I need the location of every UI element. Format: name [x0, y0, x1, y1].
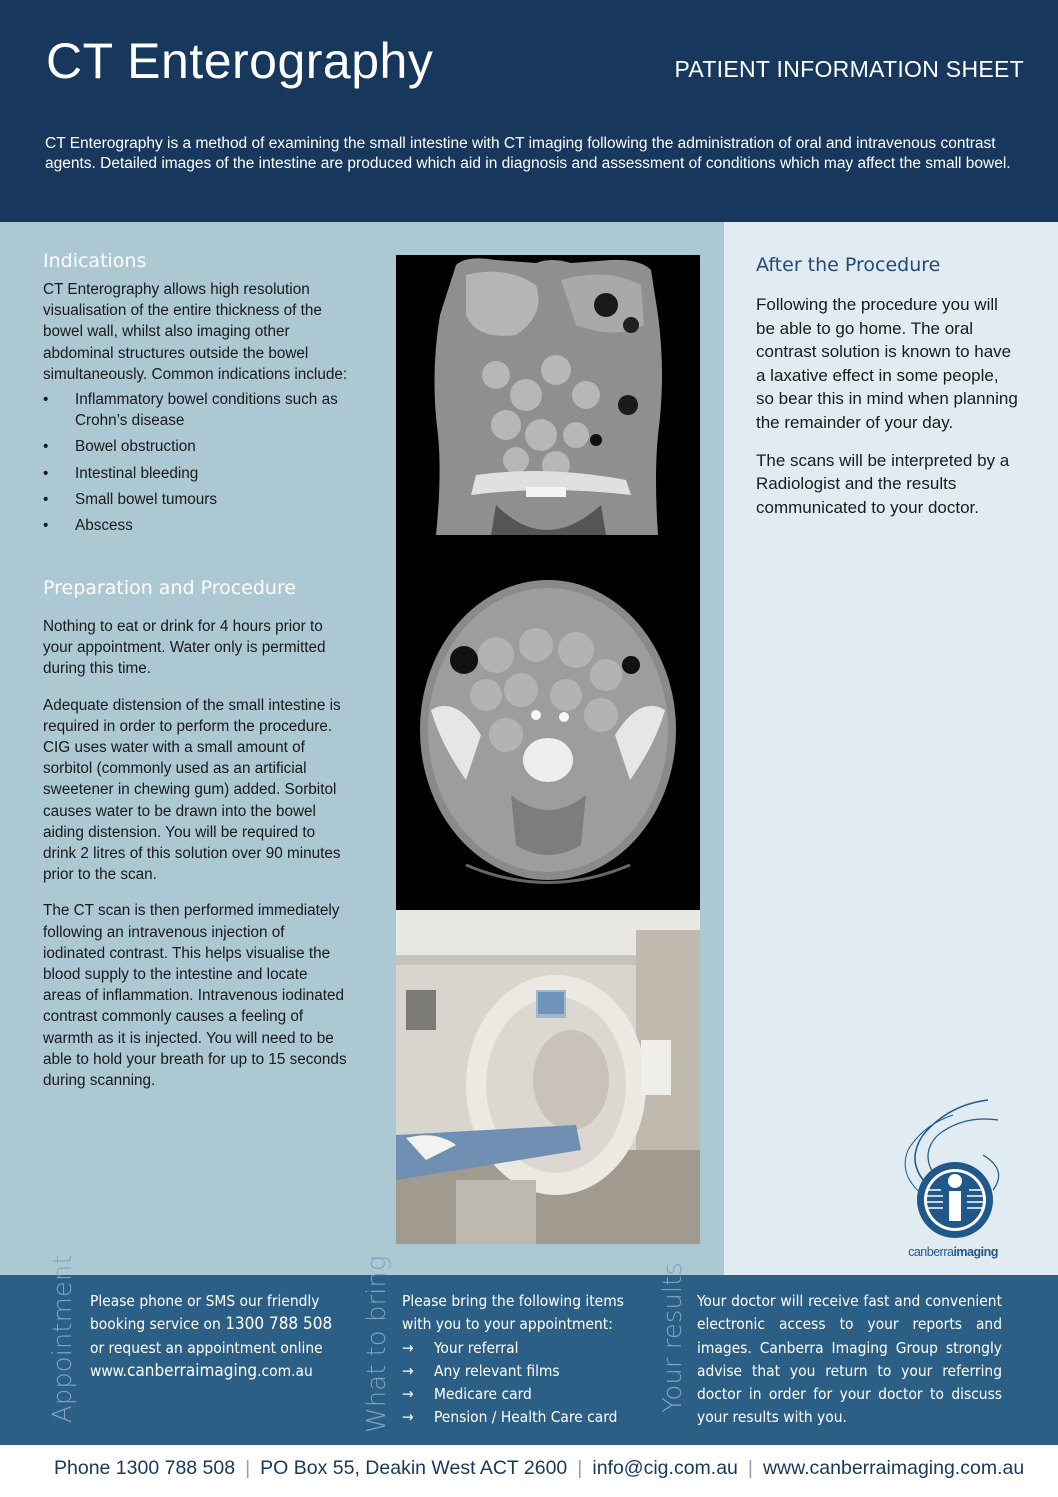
appointment-text: Please phone or SMS our friendly booking service on 1300 788 508 or request an appointment online www.canberraimaging.com.au — [90, 1290, 350, 1383]
appointment-url[interactable]: www.canberraimaging.com.au — [90, 1360, 313, 1381]
appointment-phone: 1300 788 508 — [225, 1314, 333, 1335]
indications-section — [43, 279, 353, 541]
canberra-imaging-logo — [893, 1095, 1013, 1270]
indications-list — [43, 389, 353, 536]
list-item: • Small bowel tumours — [43, 489, 353, 510]
bring-list — [402, 1337, 642, 1430]
contact-email[interactable]: info@cig.com.au — [592, 1457, 738, 1479]
arrow-right-icon: → — [402, 1408, 414, 1427]
axial-ct-image — [396, 545, 700, 910]
arrow-right-icon: → — [402, 1385, 414, 1404]
bullet: • — [43, 517, 49, 535]
bullet: • — [43, 490, 49, 508]
logo-mark-icon — [893, 1095, 1013, 1245]
list-item: → Your referral — [402, 1337, 642, 1360]
what-to-bring-label: What to bring — [362, 1255, 392, 1433]
bullet: • — [43, 391, 49, 409]
bullet: • — [43, 438, 49, 456]
contact-row — [54, 1457, 1024, 1480]
after-paragraph: Following the procedure you will be able to go home. The oral contrast solution is known to have a laxative effect in some people, so bear this in mind when planning the remainder of your day. — [756, 295, 1018, 432]
arrow-right-icon: → — [402, 1361, 414, 1380]
list-item: • Abscess — [43, 515, 353, 536]
contact-address: PO Box 55, Deakin West ACT 2600 — [260, 1457, 568, 1479]
preparation-section — [43, 616, 348, 1106]
list-item: • Inflammatory bowel conditions such as Crohn’s disease — [43, 391, 338, 430]
logo-wordmark: canberraimaging — [908, 1245, 998, 1259]
contact-strip — [0, 1445, 1058, 1497]
list-item: → Pension / Health Care card — [402, 1406, 642, 1429]
what-to-bring-text: Please bring the following items with you to your appointment: → Your referral → Any relevant films → Medicare card → Pension / Health Care card — [402, 1290, 642, 1430]
indications-text: CT Enterography allows high resolution visualisation of the entire thickness of the bowel wall, whilst also imaging other abdominal structures outside the bowel simultaneously. Common indications include: — [43, 281, 348, 383]
page-subtitle: PATIENT INFORMATION SHEET — [674, 56, 1024, 82]
list-item: → Medicare card — [402, 1383, 642, 1406]
preparation-paragraph: Adequate distension of the small intestine is required in order to perform the procedure. CIG uses water with a small amount of sorbitol (commonly used as an artificial sweetener in chewing gum) added. Sorbitol causes water to be drawn into the bowel aiding distension. You will be required to drink 2 litres of this solution over 90 minutes prior to the scan. — [43, 696, 341, 884]
indications-heading: Indications — [43, 250, 147, 272]
arrow-right-icon: → — [402, 1338, 414, 1357]
header-band — [0, 0, 1058, 222]
intro-paragraph: CT Enterography is a method of examining the small intestine with CT imaging following the administration of oral and intravenous contrast agents. Detailed images of the intestine are produced which aid in diagnosis and assessment of conditions which may affect the small bowel. — [45, 135, 1011, 172]
separator: | — [577, 1457, 583, 1479]
bullet: • — [43, 464, 49, 482]
list-item: • Intestinal bleeding — [43, 463, 353, 484]
footer-band — [0, 1254, 1058, 1445]
list-item: → Any relevant films — [402, 1360, 642, 1383]
separator: | — [245, 1457, 251, 1479]
preparation-paragraph: The CT scan is then performed immediately following an intravenous injection of iodinated contrast. This helps visualise the blood supply to the intestine and locate areas of inflammation. Intravenous iodinated contrast commonly causes a feeling of warmth as it is injected. You will need to be able to hold your breath for up to 15 seconds during scanning. — [43, 902, 347, 1090]
contact-phone[interactable]: Phone 1300 788 508 — [54, 1457, 236, 1479]
your-results-text: Your doctor will receive fast and convenient electronic access to your reports and images. Canberra Imaging Group strongly advise that you return to your referring doctor in order for your doctor to discuss your results with you. — [697, 1292, 1002, 1427]
coronal-ct-image — [396, 255, 700, 545]
after-heading: After the Procedure — [756, 254, 941, 276]
ct-scanner-photo — [396, 910, 700, 1244]
page-title: CT Enterography — [46, 33, 434, 89]
separator: | — [747, 1457, 753, 1479]
list-item: • Bowel obstruction — [43, 436, 353, 457]
after-section — [756, 293, 1018, 533]
contact-website[interactable]: www.canberraimaging.com.au — [762, 1457, 1025, 1479]
after-paragraph: The scans will be interpreted by a Radiologist and the results communicated to your doctor. — [756, 450, 1010, 517]
preparation-heading: Preparation and Procedure — [43, 577, 297, 599]
preparation-paragraph: Nothing to eat or drink for 4 hours prior to your appointment. Water only is permitted during this time. — [43, 618, 326, 678]
appointment-label: Appointment — [48, 1254, 78, 1423]
your-results-label: Your results — [658, 1262, 688, 1413]
